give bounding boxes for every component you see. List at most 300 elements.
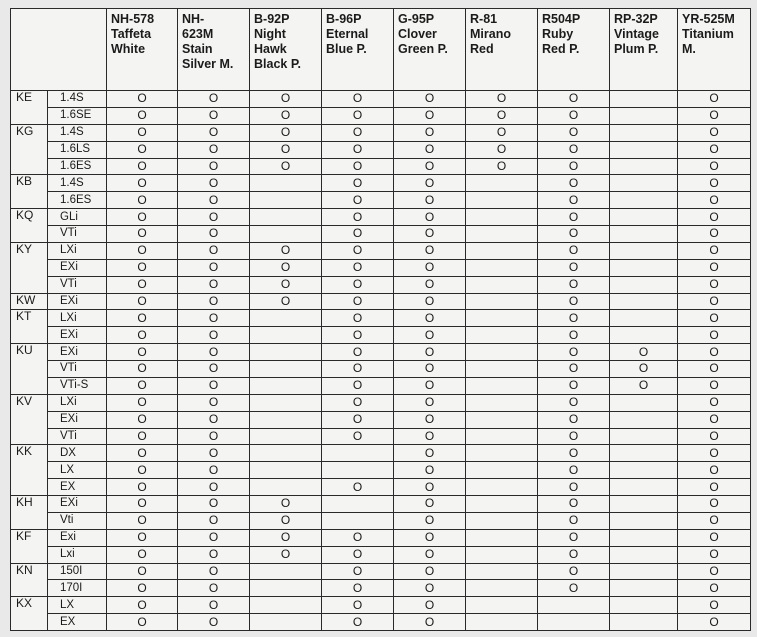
availability-cell <box>107 529 178 546</box>
availability-cell <box>466 479 538 496</box>
trim-cell: VTi <box>48 428 107 445</box>
availability-cell <box>610 276 678 293</box>
availability-cell <box>678 411 751 428</box>
availability-cell <box>250 344 322 361</box>
availability-cell <box>322 361 394 378</box>
table-row <box>11 377 751 394</box>
availability-mark: O <box>709 277 719 292</box>
availability-mark: O <box>568 175 579 190</box>
trim-cell: Lxi <box>48 546 107 563</box>
trim-cell: LX <box>48 462 107 479</box>
availability-cell <box>322 175 394 192</box>
color-header-line: Hawk <box>254 42 287 56</box>
availability-cell <box>322 124 394 141</box>
availability-cell <box>250 529 322 546</box>
availability-mark: O <box>568 445 579 460</box>
model-code-cell: KT <box>11 310 48 344</box>
availability-mark: O <box>352 310 363 325</box>
availability-cell <box>322 242 394 259</box>
table-row <box>11 428 751 445</box>
table-row <box>11 259 751 276</box>
trim-cell: VTi <box>48 276 107 293</box>
availability-cell <box>678 462 751 479</box>
availability-mark: O <box>137 479 147 494</box>
availability-cell <box>610 124 678 141</box>
model-code-cell: KE <box>11 91 48 125</box>
availability-mark: O <box>208 243 219 258</box>
availability-cell <box>107 259 178 276</box>
availability-mark: O <box>208 277 219 292</box>
availability-mark: O <box>352 91 363 106</box>
model-code-cell: KY <box>11 242 48 293</box>
availability-mark: O <box>208 597 219 612</box>
availability-cell <box>394 310 466 327</box>
availability-cell <box>394 546 466 563</box>
availability-mark: O <box>208 479 219 494</box>
availability-mark: O <box>280 513 291 528</box>
color-header-b-96p <box>322 9 394 91</box>
availability-cell <box>678 293 751 310</box>
availability-cell <box>610 597 678 614</box>
availability-cell <box>322 445 394 462</box>
availability-cell <box>250 209 322 226</box>
availability-mark: O <box>496 125 507 140</box>
availability-cell <box>466 462 538 479</box>
availability-mark: O <box>208 209 219 224</box>
availability-cell <box>178 496 250 513</box>
trim-cell: VTi-S <box>48 377 107 394</box>
trim-cell: Vti <box>48 512 107 529</box>
availability-cell <box>107 175 178 192</box>
availability-cell <box>178 107 250 124</box>
availability-cell <box>322 293 394 310</box>
availability-mark: O <box>638 361 649 376</box>
availability-cell <box>322 158 394 175</box>
availability-mark: O <box>352 344 363 359</box>
availability-mark: O <box>137 293 147 308</box>
availability-mark: O <box>424 428 435 443</box>
availability-cell <box>178 226 250 243</box>
availability-mark: O <box>208 344 219 359</box>
availability-cell <box>107 158 178 175</box>
availability-cell <box>394 192 466 209</box>
availability-mark: O <box>137 547 147 562</box>
availability-mark: O <box>568 344 579 359</box>
table-row <box>11 91 751 108</box>
table-row <box>11 192 751 209</box>
availability-cell <box>107 428 178 445</box>
color-header-line: B-92P <box>254 12 290 26</box>
availability-cell <box>250 91 322 108</box>
color-header-line: Eternal <box>326 27 369 41</box>
availability-cell <box>678 192 751 209</box>
availability-cell <box>178 276 250 293</box>
color-header-line: G-95P <box>398 12 435 26</box>
availability-cell <box>178 293 250 310</box>
availability-cell <box>466 141 538 158</box>
availability-cell <box>538 192 610 209</box>
availability-cell <box>538 563 610 580</box>
availability-cell <box>538 428 610 445</box>
availability-mark: O <box>208 192 219 207</box>
availability-mark: O <box>352 243 363 258</box>
availability-mark: O <box>208 412 219 427</box>
availability-mark: O <box>709 192 719 207</box>
availability-cell <box>394 91 466 108</box>
trim-cell: Exi <box>48 529 107 546</box>
table-row <box>11 107 751 124</box>
availability-mark: O <box>709 563 719 578</box>
trim-cell: EXi <box>48 411 107 428</box>
availability-cell <box>107 479 178 496</box>
availability-cell <box>178 394 250 411</box>
availability-cell <box>178 175 250 192</box>
color-header-line: White <box>111 42 146 56</box>
color-header-line: Night <box>254 27 286 41</box>
availability-cell <box>678 546 751 563</box>
availability-mark: O <box>352 361 363 376</box>
availability-mark: O <box>137 243 147 258</box>
availability-cell <box>678 479 751 496</box>
availability-cell <box>538 614 610 631</box>
availability-cell <box>466 580 538 597</box>
availability-mark: O <box>137 192 147 207</box>
availability-cell <box>250 327 322 344</box>
availability-cell <box>107 563 178 580</box>
availability-mark: O <box>208 513 219 528</box>
availability-cell <box>538 226 610 243</box>
availability-cell <box>394 377 466 394</box>
availability-cell <box>678 597 751 614</box>
availability-cell <box>250 445 322 462</box>
availability-mark: O <box>709 108 719 123</box>
availability-cell <box>538 209 610 226</box>
availability-cell <box>322 411 394 428</box>
availability-cell <box>394 512 466 529</box>
availability-cell <box>610 496 678 513</box>
availability-cell <box>178 327 250 344</box>
availability-cell <box>678 512 751 529</box>
availability-mark: O <box>352 125 363 140</box>
availability-cell <box>610 327 678 344</box>
availability-cell <box>538 377 610 394</box>
color-header-line: M. <box>682 42 696 56</box>
trim-cell: EXi <box>48 259 107 276</box>
table-row <box>11 344 751 361</box>
availability-mark: O <box>208 428 219 443</box>
table-row <box>11 293 751 310</box>
availability-mark: O <box>137 580 147 595</box>
availability-cell <box>538 361 610 378</box>
table-row <box>11 445 751 462</box>
availability-cell <box>538 175 610 192</box>
table-row <box>11 563 751 580</box>
model-code-cell: KU <box>11 344 48 395</box>
availability-mark: O <box>568 125 579 140</box>
availability-mark: O <box>568 226 579 241</box>
availability-cell <box>178 529 250 546</box>
availability-cell <box>394 580 466 597</box>
trim-cell: 1.4S <box>48 175 107 192</box>
availability-cell <box>466 327 538 344</box>
availability-mark: O <box>424 479 435 494</box>
availability-mark: O <box>709 378 719 393</box>
availability-mark: O <box>424 513 435 528</box>
availability-cell <box>322 614 394 631</box>
availability-cell <box>610 529 678 546</box>
availability-mark: O <box>709 327 719 342</box>
table-row <box>11 512 751 529</box>
availability-mark: O <box>137 563 147 578</box>
availability-cell <box>610 428 678 445</box>
header-row <box>11 9 751 91</box>
availability-mark: O <box>709 496 719 511</box>
color-header-r-81 <box>466 9 538 91</box>
availability-cell <box>678 496 751 513</box>
availability-cell <box>107 614 178 631</box>
availability-cell <box>466 192 538 209</box>
availability-mark: O <box>709 597 719 612</box>
availability-mark: O <box>208 293 219 308</box>
availability-cell <box>466 597 538 614</box>
availability-mark: O <box>352 327 363 342</box>
availability-mark: O <box>208 496 219 511</box>
availability-mark: O <box>568 142 579 157</box>
availability-mark: O <box>208 175 219 190</box>
availability-mark: O <box>137 597 147 612</box>
trim-cell: 1.6ES <box>48 192 107 209</box>
availability-cell <box>610 91 678 108</box>
availability-cell <box>394 361 466 378</box>
table-row <box>11 158 751 175</box>
availability-mark: O <box>208 445 219 460</box>
availability-cell <box>107 192 178 209</box>
availability-cell <box>538 512 610 529</box>
availability-cell <box>610 293 678 310</box>
availability-mark: O <box>352 547 363 562</box>
availability-mark: O <box>424 125 435 140</box>
availability-cell <box>538 158 610 175</box>
availability-mark: O <box>424 293 435 308</box>
availability-cell <box>250 242 322 259</box>
availability-cell <box>466 496 538 513</box>
availability-cell <box>394 462 466 479</box>
availability-cell <box>178 580 250 597</box>
availability-cell <box>178 209 250 226</box>
availability-cell <box>178 259 250 276</box>
availability-mark: O <box>424 91 435 106</box>
availability-cell <box>250 563 322 580</box>
availability-mark: O <box>280 243 291 258</box>
availability-mark: O <box>208 310 219 325</box>
color-header-yr-525m <box>678 9 751 91</box>
availability-cell <box>250 361 322 378</box>
availability-cell <box>250 107 322 124</box>
availability-cell <box>610 259 678 276</box>
availability-mark: O <box>568 479 579 494</box>
availability-mark: O <box>137 142 147 157</box>
color-header-line: Titanium <box>682 27 734 41</box>
availability-mark: O <box>709 209 719 224</box>
availability-mark: O <box>709 479 719 494</box>
table-row <box>11 546 751 563</box>
availability-cell <box>466 361 538 378</box>
availability-cell <box>610 175 678 192</box>
availability-mark: O <box>137 91 147 106</box>
availability-cell <box>178 512 250 529</box>
availability-cell <box>178 597 250 614</box>
availability-mark: O <box>424 547 435 562</box>
availability-cell <box>322 327 394 344</box>
availability-mark: O <box>137 175 147 190</box>
availability-mark: O <box>424 175 435 190</box>
availability-cell <box>107 242 178 259</box>
availability-cell <box>394 259 466 276</box>
availability-mark: O <box>208 142 219 157</box>
availability-mark: O <box>568 428 579 443</box>
availability-mark: O <box>352 563 363 578</box>
table-row <box>11 310 751 327</box>
availability-mark: O <box>709 530 719 545</box>
availability-mark: O <box>424 445 435 460</box>
availability-cell <box>678 158 751 175</box>
availability-cell <box>466 546 538 563</box>
availability-cell <box>250 124 322 141</box>
availability-cell <box>250 141 322 158</box>
availability-mark: O <box>568 563 579 578</box>
availability-mark: O <box>709 412 719 427</box>
color-header-line: R504P <box>542 12 581 26</box>
availability-mark: O <box>208 530 219 545</box>
model-code-cell: KB <box>11 175 48 209</box>
availability-mark: O <box>280 530 291 545</box>
trim-cell: 1.4S <box>48 91 107 108</box>
availability-mark: O <box>137 310 147 325</box>
availability-mark: O <box>352 395 363 410</box>
color-header-g-95p <box>394 9 466 91</box>
availability-cell <box>178 377 250 394</box>
availability-cell <box>466 226 538 243</box>
model-code-cell: KW <box>11 293 48 310</box>
availability-cell <box>538 580 610 597</box>
availability-cell <box>322 377 394 394</box>
availability-mark: O <box>709 445 719 460</box>
availability-cell <box>538 107 610 124</box>
table-row <box>11 394 751 411</box>
availability-mark: O <box>137 260 147 275</box>
availability-cell <box>538 479 610 496</box>
model-code-cell: KK <box>11 445 48 496</box>
trim-cell: DX <box>48 445 107 462</box>
availability-mark: O <box>424 327 435 342</box>
availability-mark: O <box>137 614 147 629</box>
availability-cell <box>250 597 322 614</box>
availability-cell <box>466 512 538 529</box>
availability-mark: O <box>424 310 435 325</box>
availability-cell <box>107 445 178 462</box>
availability-mark: O <box>280 142 291 157</box>
color-availability-sheet <box>10 8 750 631</box>
availability-cell <box>394 445 466 462</box>
availability-mark: O <box>280 547 291 562</box>
availability-cell <box>678 428 751 445</box>
availability-mark: O <box>137 125 147 140</box>
availability-cell <box>394 107 466 124</box>
availability-cell <box>394 496 466 513</box>
availability-mark: O <box>568 513 579 528</box>
availability-cell <box>250 411 322 428</box>
availability-cell <box>322 310 394 327</box>
availability-cell <box>678 91 751 108</box>
table-row <box>11 597 751 614</box>
availability-cell <box>678 259 751 276</box>
availability-mark: O <box>709 293 719 308</box>
availability-cell <box>322 141 394 158</box>
availability-mark: O <box>208 108 219 123</box>
availability-mark: O <box>208 563 219 578</box>
availability-mark: O <box>137 395 147 410</box>
availability-cell <box>250 496 322 513</box>
availability-cell <box>466 614 538 631</box>
availability-cell <box>107 546 178 563</box>
table-row <box>11 327 751 344</box>
availability-mark: O <box>424 412 435 427</box>
availability-cell <box>466 344 538 361</box>
availability-mark: O <box>137 378 147 393</box>
trim-cell: 1.6ES <box>48 158 107 175</box>
availability-cell <box>107 276 178 293</box>
availability-mark: O <box>424 462 435 477</box>
availability-cell <box>678 361 751 378</box>
model-code-cell: KV <box>11 394 48 445</box>
color-header-line: Taffeta <box>111 27 152 41</box>
availability-cell <box>678 226 751 243</box>
availability-cell <box>394 175 466 192</box>
availability-cell <box>394 614 466 631</box>
availability-cell <box>538 276 610 293</box>
availability-cell <box>322 276 394 293</box>
availability-cell <box>678 614 751 631</box>
availability-mark: O <box>424 614 435 629</box>
model-code-cell: KN <box>11 563 48 597</box>
availability-mark: O <box>568 395 579 410</box>
availability-cell <box>610 394 678 411</box>
trim-cell: EXi <box>48 327 107 344</box>
availability-cell <box>107 293 178 310</box>
availability-mark: O <box>424 277 435 292</box>
availability-cell <box>610 479 678 496</box>
availability-mark: O <box>496 158 507 173</box>
availability-cell <box>250 580 322 597</box>
availability-mark: O <box>280 158 291 173</box>
availability-mark: O <box>424 260 435 275</box>
availability-mark: O <box>352 226 363 241</box>
availability-cell <box>394 411 466 428</box>
availability-mark: O <box>208 361 219 376</box>
availability-mark: O <box>280 108 291 123</box>
availability-mark: O <box>568 158 579 173</box>
table-row <box>11 479 751 496</box>
availability-cell <box>250 614 322 631</box>
availability-mark: O <box>208 547 219 562</box>
availability-cell <box>178 479 250 496</box>
trim-cell: EXi <box>48 293 107 310</box>
color-header-line: Clover <box>398 27 437 41</box>
availability-cell <box>610 310 678 327</box>
availability-cell <box>394 428 466 445</box>
availability-mark: O <box>208 378 219 393</box>
availability-cell <box>107 377 178 394</box>
